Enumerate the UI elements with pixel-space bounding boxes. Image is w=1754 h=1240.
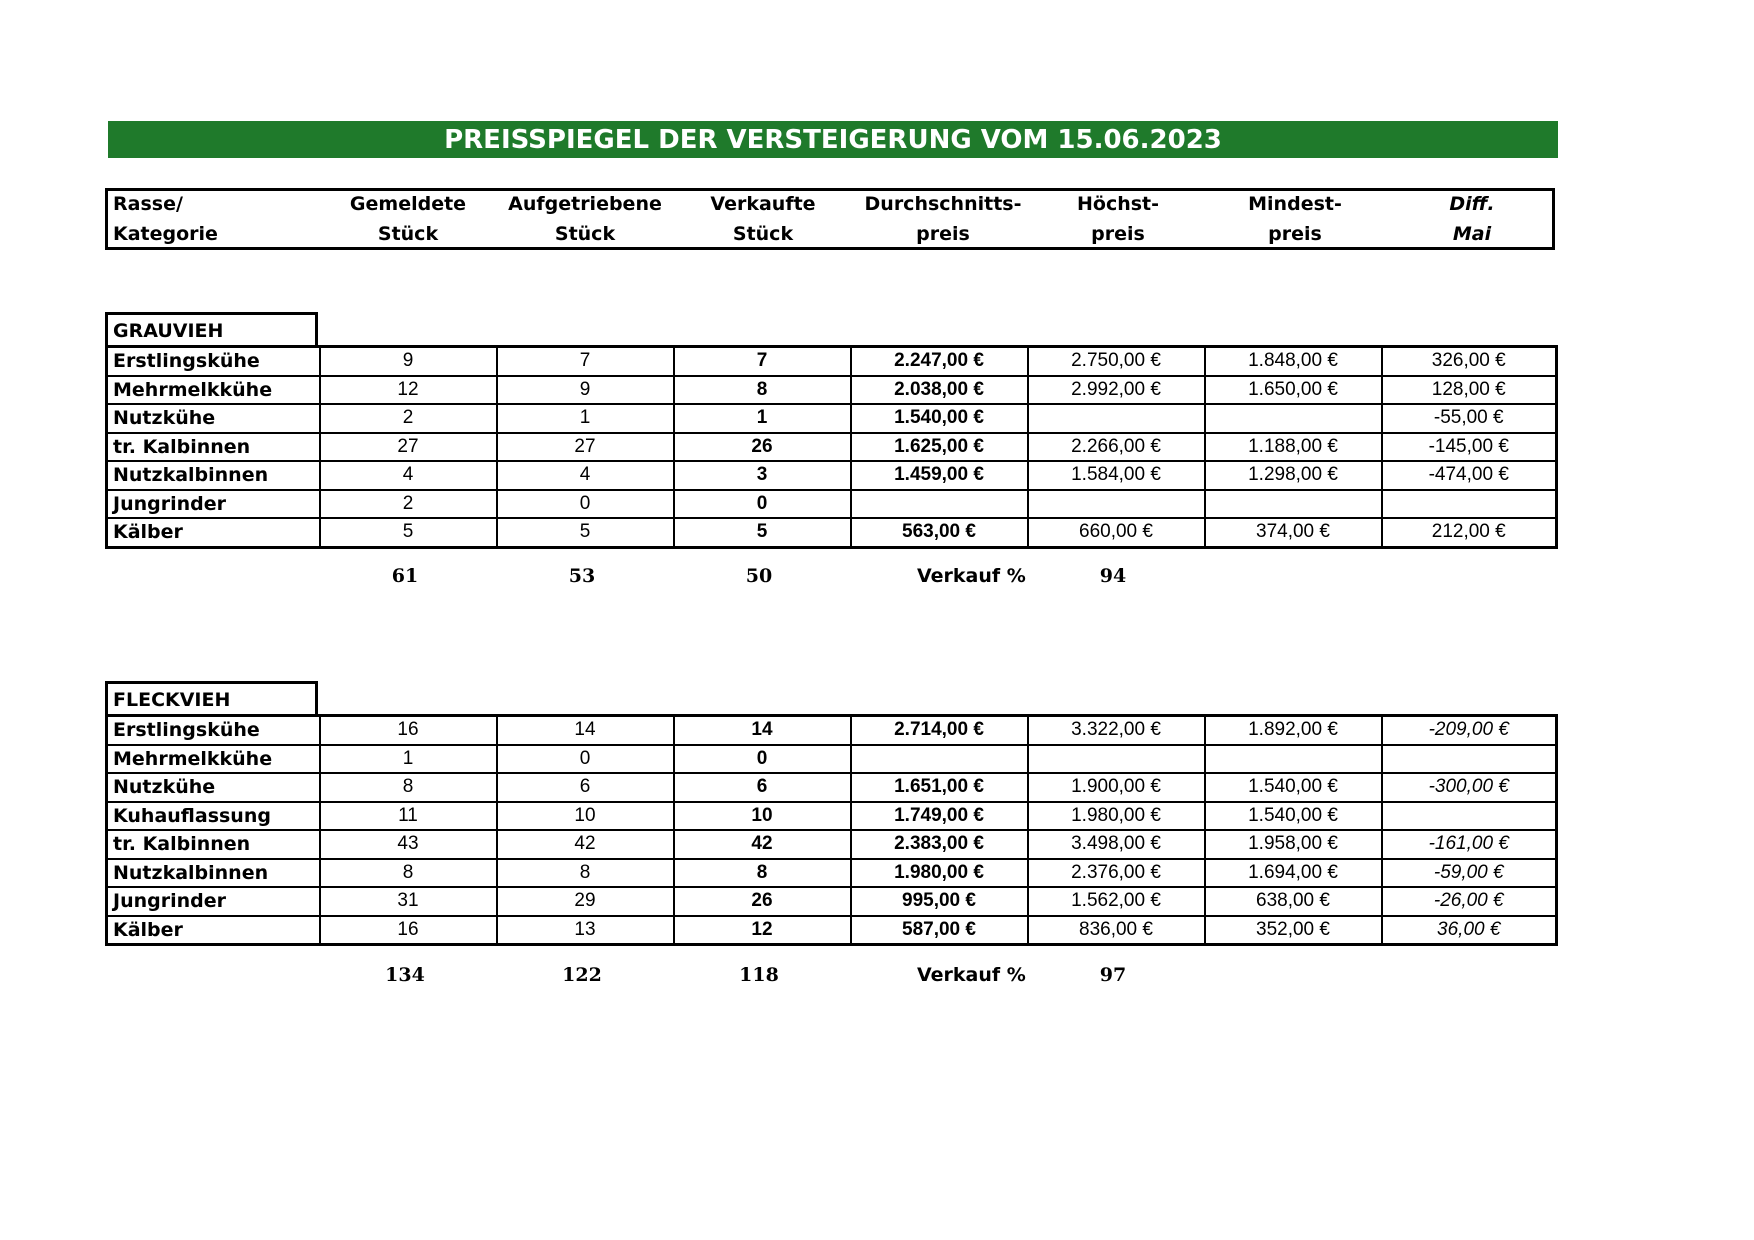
page-title: PREISSPIEGEL DER VERSTEIGERUNG VOM 15.06.2023 [108, 121, 1558, 158]
value-cell: 8 [674, 376, 851, 405]
table-row [107, 830, 1557, 859]
value-cell: 2.992,00 € [1028, 376, 1205, 405]
value-cell: 5 [674, 518, 851, 547]
header-line: Rasse/ [113, 193, 183, 215]
value-cell: -161,00 € [1382, 830, 1557, 859]
value-cell: 3 [674, 461, 851, 490]
table-row [107, 490, 1557, 519]
total-verkauft: 118 [739, 964, 779, 986]
header-durchschnitt [848, 191, 1038, 247]
table-row [107, 347, 1557, 376]
value-cell: 42 [674, 830, 851, 859]
header-line: preis [1268, 223, 1322, 245]
value-cell: 26 [674, 433, 851, 462]
value-cell: 1.958,00 € [1205, 830, 1382, 859]
value-cell [1382, 490, 1557, 519]
category-cell: tr. Kalbinnen [107, 433, 320, 462]
value-cell: 12 [320, 376, 497, 405]
section-label-grauvieh: GRAUVIEH [105, 312, 318, 346]
value-cell [1382, 745, 1557, 774]
value-cell: 1.848,00 € [1205, 347, 1382, 376]
header-line: Mindest- [1248, 193, 1342, 215]
value-cell: 326,00 € [1382, 347, 1557, 376]
value-cell: 27 [497, 433, 674, 462]
value-cell [1205, 404, 1382, 433]
value-cell: 1.980,00 € [1028, 802, 1205, 831]
total-gemeldet: 134 [385, 964, 425, 986]
value-cell: 43 [320, 830, 497, 859]
category-cell: Kuhauflassung [107, 802, 320, 831]
value-cell: 7 [497, 347, 674, 376]
value-cell: 2.247,00 € [851, 347, 1028, 376]
table-row [107, 716, 1557, 745]
value-cell [1205, 745, 1382, 774]
header-verkauft [673, 191, 853, 247]
header-line: preis [1091, 223, 1145, 245]
value-cell: -26,00 € [1382, 887, 1557, 916]
table-row [107, 404, 1557, 433]
value-cell: 10 [497, 802, 674, 831]
value-cell: 1 [320, 745, 497, 774]
category-cell: Erstlingskühe [107, 716, 320, 745]
value-cell: 7 [674, 347, 851, 376]
value-cell: 42 [497, 830, 674, 859]
value-cell: 2.266,00 € [1028, 433, 1205, 462]
value-cell: 563,00 € [851, 518, 1028, 547]
value-cell: 8 [320, 859, 497, 888]
header-line: Stück [732, 223, 794, 245]
value-cell: -209,00 € [1382, 716, 1557, 745]
verkauf-percent-label: Verkauf % [917, 565, 1026, 587]
value-cell: 27 [320, 433, 497, 462]
header-line: Kategorie [113, 223, 218, 245]
value-cell: 9 [497, 376, 674, 405]
value-cell: 2.038,00 € [851, 376, 1028, 405]
header-line: Durchschnitts- [864, 193, 1022, 215]
category-cell: Nutzkühe [107, 404, 320, 433]
category-cell: tr. Kalbinnen [107, 830, 320, 859]
value-cell: 29 [497, 887, 674, 916]
header-gemeldet [318, 191, 498, 247]
value-cell: 2.376,00 € [1028, 859, 1205, 888]
value-cell: 1.625,00 € [851, 433, 1028, 462]
value-cell: 1.540,00 € [1205, 773, 1382, 802]
value-cell: 6 [674, 773, 851, 802]
table-row [107, 433, 1557, 462]
table-row [107, 887, 1557, 916]
table-row [107, 376, 1557, 405]
value-cell: -474,00 € [1382, 461, 1557, 490]
value-cell: 1.900,00 € [1028, 773, 1205, 802]
value-cell: 1 [497, 404, 674, 433]
value-cell: 12 [674, 916, 851, 945]
value-cell [851, 490, 1028, 519]
value-cell: 1 [674, 404, 851, 433]
grauvieh-table [105, 345, 1558, 549]
value-cell: 3.498,00 € [1028, 830, 1205, 859]
header-line: Verkaufte [710, 193, 816, 215]
value-cell: 5 [320, 518, 497, 547]
value-cell: 352,00 € [1205, 916, 1382, 945]
header-line: Gemeldete [349, 193, 467, 215]
header-aufgetrieben [495, 191, 675, 247]
value-cell: 26 [674, 887, 851, 916]
value-cell: 31 [320, 887, 497, 916]
header-hoechst [1028, 191, 1208, 247]
value-cell: 836,00 € [1028, 916, 1205, 945]
value-cell: 1.188,00 € [1205, 433, 1382, 462]
value-cell: 13 [497, 916, 674, 945]
category-cell: Nutzkalbinnen [107, 461, 320, 490]
value-cell: 1.694,00 € [1205, 859, 1382, 888]
category-cell: Nutzkühe [107, 773, 320, 802]
value-cell: 8 [320, 773, 497, 802]
value-cell: 3.322,00 € [1028, 716, 1205, 745]
value-cell: 638,00 € [1205, 887, 1382, 916]
header-line: Stück [377, 223, 439, 245]
section-label-fleckvieh: FLECKVIEH [105, 681, 318, 715]
value-cell: 2 [320, 490, 497, 519]
header-line: Höchst- [1076, 193, 1160, 215]
value-cell: 0 [497, 490, 674, 519]
table-row [107, 859, 1557, 888]
value-cell: 1.459,00 € [851, 461, 1028, 490]
table-row [107, 461, 1557, 490]
value-cell: 1.650,00 € [1205, 376, 1382, 405]
header-line: Diff. [1449, 193, 1495, 215]
value-cell: 660,00 € [1028, 518, 1205, 547]
value-cell: 1.562,00 € [1028, 887, 1205, 916]
value-cell: 1.980,00 € [851, 859, 1028, 888]
value-cell: 16 [320, 916, 497, 945]
value-cell: 1.584,00 € [1028, 461, 1205, 490]
value-cell: 128,00 € [1382, 376, 1557, 405]
total-aufgetrieben: 122 [562, 964, 602, 986]
value-cell: 4 [497, 461, 674, 490]
header-category [113, 191, 313, 247]
header-diff [1382, 191, 1562, 247]
value-cell: 11 [320, 802, 497, 831]
value-cell [1028, 745, 1205, 774]
table-row [107, 518, 1557, 547]
value-cell: 6 [497, 773, 674, 802]
value-cell: 2 [320, 404, 497, 433]
total-aufgetrieben: 53 [568, 565, 596, 587]
value-cell: 5 [497, 518, 674, 547]
header-line: Mai [1452, 223, 1492, 245]
category-cell: Mehrmelkkühe [107, 376, 320, 405]
value-cell [1028, 404, 1205, 433]
value-cell: 1.892,00 € [1205, 716, 1382, 745]
value-cell: 1.749,00 € [851, 802, 1028, 831]
header-line: Aufgetriebene [508, 193, 662, 215]
value-cell [1028, 490, 1205, 519]
category-cell: Nutzkalbinnen [107, 859, 320, 888]
verkauf-percent-value: 97 [1099, 964, 1127, 986]
value-cell: 14 [674, 716, 851, 745]
value-cell [1205, 490, 1382, 519]
header-mindest [1205, 191, 1385, 247]
value-cell: 212,00 € [1382, 518, 1557, 547]
fleckvieh-table [105, 714, 1558, 946]
total-verkauft: 50 [745, 565, 773, 587]
value-cell: 2.750,00 € [1028, 347, 1205, 376]
value-cell: 1.540,00 € [851, 404, 1028, 433]
category-cell: Jungrinder [107, 887, 320, 916]
value-cell: 8 [497, 859, 674, 888]
value-cell: 1.651,00 € [851, 773, 1028, 802]
value-cell: 8 [674, 859, 851, 888]
value-cell: 9 [320, 347, 497, 376]
value-cell: 4 [320, 461, 497, 490]
value-cell: 14 [497, 716, 674, 745]
value-cell: -55,00 € [1382, 404, 1557, 433]
table-row [107, 745, 1557, 774]
value-cell [1382, 802, 1557, 831]
value-cell: 2.383,00 € [851, 830, 1028, 859]
table-row [107, 916, 1557, 945]
category-cell: Erstlingskühe [107, 347, 320, 376]
table-row [107, 802, 1557, 831]
value-cell: -59,00 € [1382, 859, 1557, 888]
value-cell: 2.714,00 € [851, 716, 1028, 745]
total-gemeldet: 61 [391, 565, 419, 587]
value-cell: 1.540,00 € [1205, 802, 1382, 831]
value-cell [851, 745, 1028, 774]
verkauf-percent-label: Verkauf % [917, 964, 1026, 986]
value-cell: 1.298,00 € [1205, 461, 1382, 490]
category-cell: Kälber [107, 518, 320, 547]
category-cell: Jungrinder [107, 490, 320, 519]
value-cell: -300,00 € [1382, 773, 1557, 802]
value-cell: 374,00 € [1205, 518, 1382, 547]
value-cell: 587,00 € [851, 916, 1028, 945]
value-cell: 16 [320, 716, 497, 745]
verkauf-percent-value: 94 [1099, 565, 1127, 587]
category-cell: Mehrmelkkühe [107, 745, 320, 774]
header-line: preis [916, 223, 970, 245]
header-line: Stück [554, 223, 616, 245]
column-header [105, 188, 1555, 250]
value-cell: 0 [497, 745, 674, 774]
category-cell: Kälber [107, 916, 320, 945]
value-cell: 36,00 € [1382, 916, 1557, 945]
value-cell: -145,00 € [1382, 433, 1557, 462]
value-cell: 10 [674, 802, 851, 831]
value-cell: 995,00 € [851, 887, 1028, 916]
value-cell: 0 [674, 745, 851, 774]
value-cell: 0 [674, 490, 851, 519]
table-row [107, 773, 1557, 802]
